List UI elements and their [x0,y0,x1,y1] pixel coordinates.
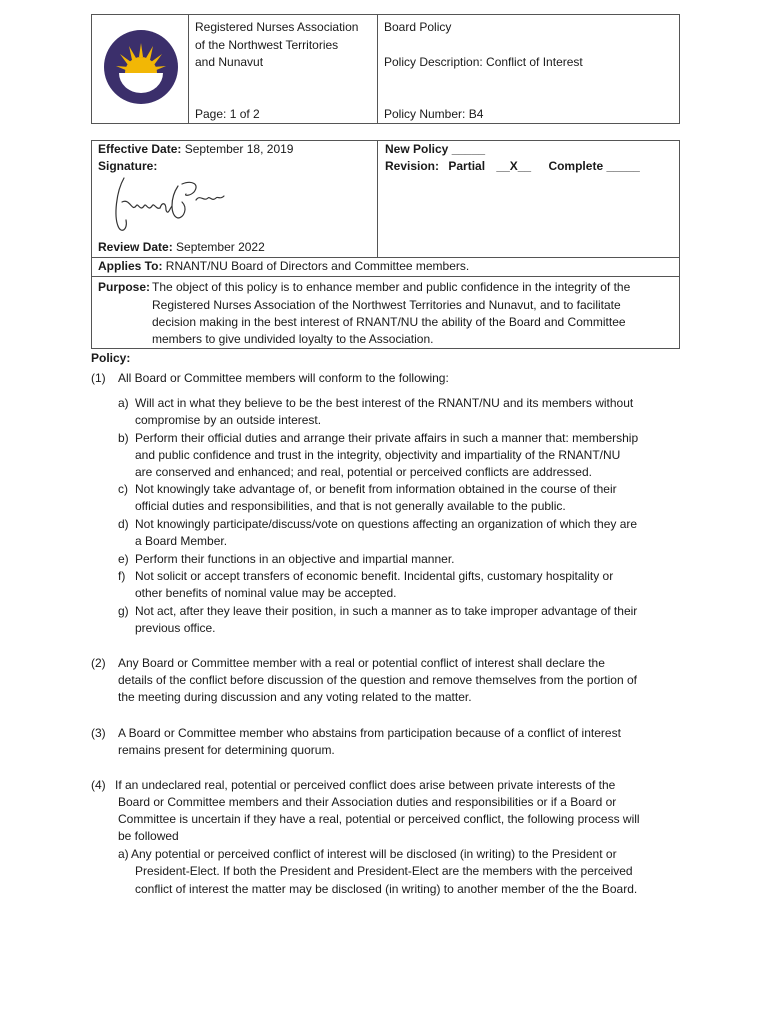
new-policy: New Policy _____ [385,142,486,156]
item-f-line-1: Not solicit or accept transfers of economic benefit. Incidental gifts, customary hospitality or [135,569,614,583]
org-name-line-1: Registered Nurses Association [195,20,359,34]
p3-number: (3) [91,726,106,740]
applies-to-label: Applies To: [98,259,163,273]
p4-line-1: If an undeclared real, potential or perceived conflict does arise between private interests of the [115,778,616,792]
purpose-line-3: decision making in the best interest of RNANT/NU the ability of the Board and Committee [152,315,626,329]
policy-description: Policy Description: Conflict of Interest [384,55,583,69]
revision-label: Revision: [385,159,440,173]
applies-to [98,258,469,275]
p3-line-1: A Board or Committee member who abstains from participation because of a conflict of interest [118,726,621,740]
p2-line-2: details of the conflict before discussion of the question and remove themselves from the portion of [118,673,637,687]
item-c-line-2: official duties and responsibilities, and that is not generally available to the public. [135,499,566,513]
item-g-line-1: Not act, after they leave their position, in such a manner as to take improper advantage of their [135,604,638,618]
org-name-line-3: and Nunavut [195,55,264,69]
effective-date-value: September 18, 2019 [184,142,294,156]
info-divider [377,140,378,257]
partial-label: Partial [448,159,486,173]
header-divider-2 [377,14,378,124]
item-c-label: c) [118,482,128,496]
item-b-line-1: Perform their official duties and arrange their private affairs in such a manner that: membership [135,431,639,445]
review-date-value: September 2022 [176,240,265,254]
revision-row [385,158,640,175]
policy-number: Policy Number: B4 [384,107,484,121]
purpose-line-2: Registered Nurses Association of the Northwest Territories and Nunavut, and to facilitate [152,298,621,312]
p4-line-4: be followed [118,829,179,843]
item-a-label: a) [118,396,129,410]
signature-image [108,172,228,238]
purpose-line-1: The object of this policy is to enhance member and public confidence in the integrity of the [152,280,631,294]
p1-number: (1) [91,371,106,385]
p1-text: All Board or Committee members will conform to the following: [118,371,449,385]
signature-label: Signature: [98,159,158,173]
item-d-line-1: Not knowingly participate/discuss/vote on questions affecting an organization of which they are [135,517,638,531]
p2-line-1: Any Board or Committee member with a real or potential conflict of interest shall declare the [118,656,605,670]
item-a-line-2: compromise by an outside interest. [135,413,322,427]
item-c-line-1: Not knowingly take advantage of, or benefit from information obtained in the course of their [135,482,617,496]
p3-line-2: remains present for determining quorum. [118,743,335,757]
partial-mark: __X__ [496,159,532,173]
header-divider-1 [188,14,189,124]
page-number: Page: 1 of 2 [195,107,260,121]
item-g-line-2: previous office. [135,621,216,635]
p4a-line-3: conflict of interest the matter may be disclosed (in writing) to another member of the the Board. [135,882,638,896]
p2-line-3: the meeting during discussion and any voting related to the matter. [118,690,472,704]
p4a-line-1: Any potential or perceived conflict of interest will be disclosed (in writing) to the President or [131,847,617,861]
effective-date [98,141,293,158]
purpose-label: Purpose: [98,280,151,294]
item-e-line-1: Perform their functions in an objective and impartial manner. [135,552,455,566]
p4-line-3: Committee is uncertain if they have a real, potential or perceived conflict, the following process will [118,812,640,826]
effective-date-label: Effective Date: [98,142,182,156]
item-f-label: f) [118,569,126,583]
policy-heading: Policy: [91,351,131,365]
review-date-label: Review Date: [98,240,173,254]
item-b-line-2: and public confidence and trust in the integrity, objectivity and impartiality of the RNANT/NU [135,448,621,462]
p4a-label: a) [118,847,129,861]
item-d-line-2: a Board Member. [135,534,228,548]
complete-label: Complete _____ [548,159,640,173]
p4a-line-2: President-Elect. If both the President and President-Elect are the members with the perceived [135,864,633,878]
item-b-label: b) [118,431,129,445]
p4-number: (4) [91,778,106,792]
item-e-label: e) [118,552,129,566]
purpose-line-4: members to give undivided loyalty to the Association. [152,332,434,346]
review-date [98,239,265,256]
item-f-line-2: other benefits of nominal value may be accepted. [135,586,397,600]
item-b-line-3: are conserved and enhanced; and real, potential or perceived conflicts are addressed. [135,465,592,479]
rnantnu-logo [103,29,179,105]
applies-row-divider [91,276,680,277]
item-g-label: g) [118,604,129,618]
applies-to-value: RNANT/NU Board of Directors and Committee members. [165,259,470,273]
item-a-line-1: Will act in what they believe to be the best interest of the RNANT/NU and its members without [135,396,634,410]
item-d-label: d) [118,517,129,531]
p4-line-2: Board or Committee members and their Association duties and responsibilities or if a Board or [118,795,617,809]
p2-number: (2) [91,656,106,670]
policy-type: Board Policy [384,20,452,34]
org-name-line-2: of the Northwest Territories [195,38,339,52]
